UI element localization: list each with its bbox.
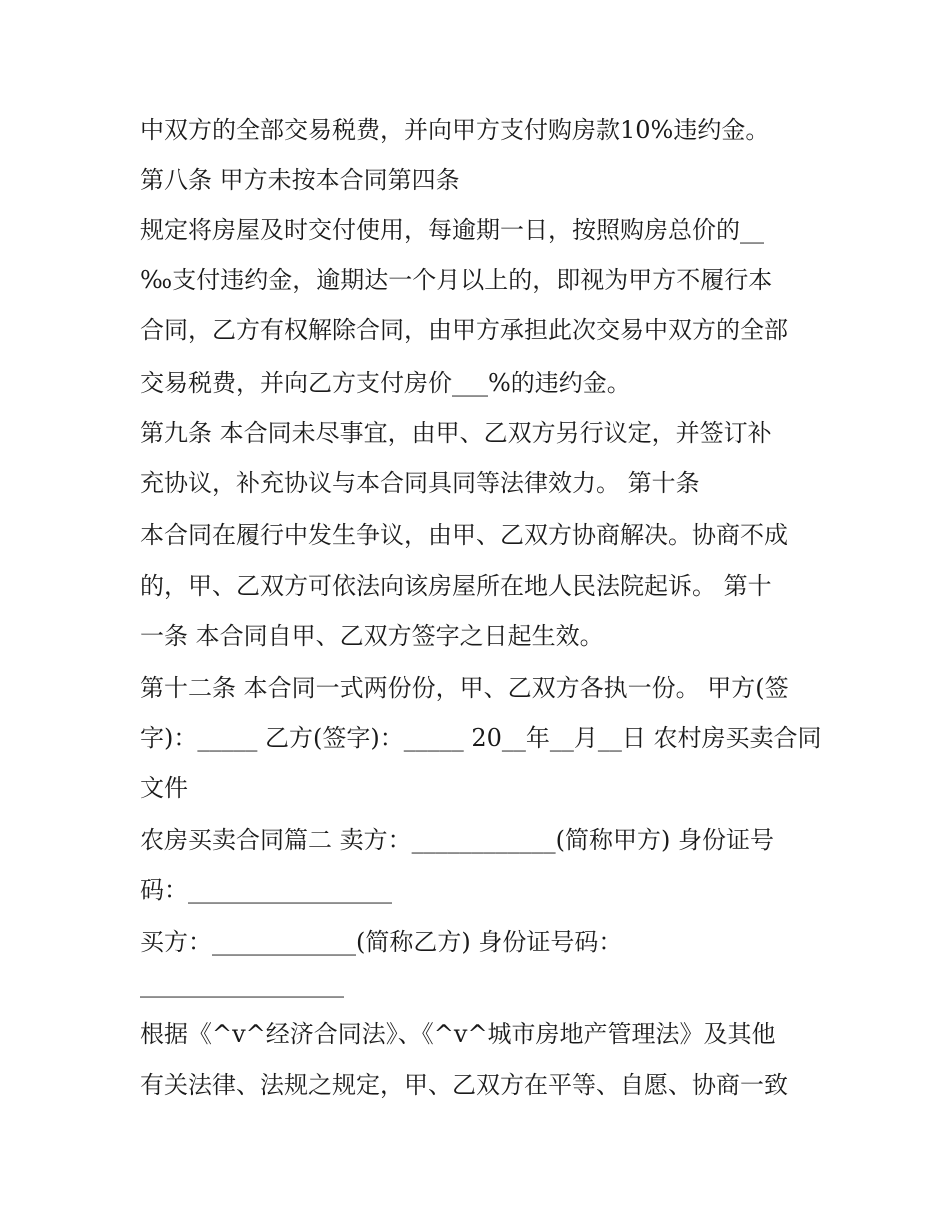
- text-line-9: 本合同在履行中发生争议，由甲、乙双方协商解决。协商不成: [140, 521, 788, 549]
- text-line-1: 中双方的全部交易税费，并向甲方支付购房款10%违约金。: [140, 116, 770, 144]
- text-line-14: 文件: [140, 774, 188, 802]
- text-line-5: 合同，乙方有权解除合同，由甲方承担此次交易中双方的全部: [140, 316, 788, 344]
- text-line-8: 充协议，补充协议与本合同具同等法律效力。 第十条: [140, 469, 700, 497]
- text-line-11: 一条 本合同自甲、乙双方签字之日起生效。: [140, 622, 604, 650]
- text-line-18: _________________: [140, 970, 344, 998]
- text-line-10: 的，甲、乙双方可依法向该房屋所在地人民法院起诉。 第十: [140, 572, 772, 600]
- text-line-3: 规定将房屋及时交付使用，每逾期一日，按照购房总价的__: [140, 216, 764, 244]
- text-line-17: 买方：____________(简称乙方) 身份证号码：: [140, 928, 623, 956]
- text-line-6: 交易税费，并向乙方支付房价___%的违约金。: [140, 369, 631, 397]
- text-line-12: 第十二条 本合同一式两份份，甲、乙双方各执一份。 甲方(签: [140, 674, 789, 702]
- text-line-15: 农房买卖合同篇二 卖方：____________(简称甲方) 身份证号: [140, 826, 774, 854]
- text-line-13: 字)：_____ 乙方(签字)：_____ 20__年__月__日 农村房买卖合同: [140, 724, 822, 752]
- text-line-7: 第九条 本合同未尽事宜，由甲、乙双方另行议定，并签订补: [140, 419, 772, 447]
- text-line-20: 有关法律、法规之规定，甲、乙双方在平等、自愿、协商一致: [140, 1071, 788, 1099]
- text-line-2: 第八条 甲方未按本合同第四条: [140, 166, 460, 194]
- text-line-4: ‰支付违约金，逾期达一个月以上的，即视为甲方不履行本: [140, 266, 773, 294]
- text-line-19: 根据《^v^经济合同法》、《^v^城市房地产管理法》及其他: [140, 1020, 776, 1048]
- text-line-16: 码：_________________: [140, 876, 392, 904]
